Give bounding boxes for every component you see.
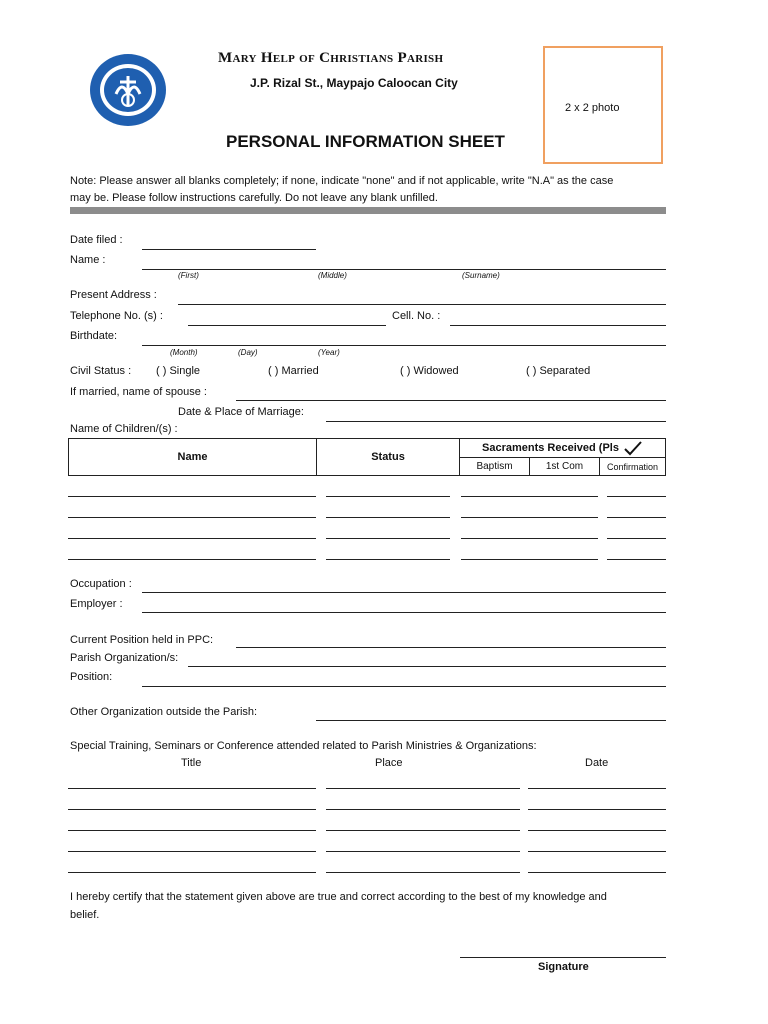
training-row-blank[interactable] [68,851,316,852]
certification-line-1: I hereby certify that the statement given above are true and correct according to the best of my knowledge and [70,891,607,903]
employer-label: Employer : [70,598,123,610]
first-com-text: 1st Com [545,461,584,472]
present-address-field[interactable] [178,304,666,305]
training-date-header: Date [585,757,609,769]
training-title-header: Title [181,757,202,769]
cell-field[interactable] [450,325,666,326]
child-row-blank[interactable] [607,559,666,560]
child-row-blank[interactable] [68,538,316,539]
training-row-blank[interactable] [326,809,520,810]
baptism-header [459,457,530,476]
note-line-2: may be. Please follow instructions carefully. Do not leave any blank unfilled. [70,192,438,204]
parish-logo [88,52,168,128]
occupation-field[interactable] [142,592,666,593]
name-header-text: Name [177,451,208,463]
other-org-label: Other Organization outside the Parish: [70,706,258,718]
signature-field[interactable] [460,957,666,958]
position-field[interactable] [142,686,666,687]
confirmation-header [599,457,666,476]
photo-label: 2 x 2 photo [565,102,620,114]
training-row-blank[interactable] [528,830,666,831]
section-divider [70,207,666,214]
status-header-text: Status [371,451,405,463]
baptism-text: Baptism [476,461,513,472]
sacraments-header [459,438,666,458]
first-hint: (First) [178,271,199,280]
birthdate-label: Birthdate: [70,330,118,342]
occupation-label: Occupation : [70,578,132,590]
single-option[interactable]: ( ) Single [156,365,201,377]
training-row-blank[interactable] [528,851,666,852]
child-row-blank[interactable] [326,517,450,518]
parish-address: J.P. Rizal St., Maypajo Caloocan City [250,76,458,90]
position-label: Position: [70,671,113,683]
child-row-blank[interactable] [68,517,316,518]
training-row-blank[interactable] [326,788,520,789]
child-row-blank[interactable] [326,559,450,560]
photo-box[interactable] [543,46,663,164]
present-address-label: Present Address : [70,289,157,301]
spouse-label: If married, name of spouse : [70,386,207,398]
child-row-blank[interactable] [607,496,666,497]
surname-hint: (Surname) [462,271,500,280]
name-field[interactable] [142,269,666,270]
date-filed-label: Date filed : [70,234,123,246]
parish-name: Mary Help of Christians Parish [218,50,444,66]
birthdate-field[interactable] [142,345,666,346]
child-row-blank[interactable] [607,538,666,539]
day-hint: (Day) [238,348,258,357]
child-row-blank[interactable] [461,517,598,518]
married-option[interactable]: ( ) Married [268,365,319,377]
child-row-blank[interactable] [607,517,666,518]
child-row-blank[interactable] [326,496,450,497]
month-hint: (Month) [170,348,198,357]
training-place-header: Place [375,757,403,769]
training-heading: Special Training, Seminars or Conference attended related to Parish Ministries & Organizations: [70,740,537,752]
signature-label: Signature [538,961,589,973]
children-name-header [68,438,317,476]
cell-label: Cell. No. : [392,310,441,322]
children-status-header [316,438,460,476]
child-row-blank[interactable] [68,496,316,497]
note-line-1: Note: Please answer all blanks completely; if none, indicate "none" and if not applicable, write "N.A" as the case [70,175,614,187]
checkmark-icon [623,440,643,456]
training-row-blank[interactable] [326,872,520,873]
spouse-field[interactable] [236,400,666,401]
civil-status-label: Civil Status : [70,365,132,377]
training-row-blank[interactable] [326,830,520,831]
telephone-field[interactable] [188,325,386,326]
telephone-label: Telephone No. (s) : [70,310,163,322]
parish-org-label: Parish Organization/s: [70,652,179,664]
child-row-blank[interactable] [326,538,450,539]
date-filed-field[interactable] [142,249,316,250]
parish-seal-icon [88,52,168,128]
training-row-blank[interactable] [528,872,666,873]
marriage-label: Date & Place of Marriage: [178,406,304,418]
certification-line-2: belief. [70,909,100,921]
other-org-field[interactable] [316,720,666,721]
confirmation-text: Confirmation [606,461,659,472]
marriage-field[interactable] [326,421,666,422]
employer-field[interactable] [142,612,666,613]
parish-org-field[interactable] [188,666,666,667]
name-label: Name : [70,254,106,266]
child-row-blank[interactable] [461,559,598,560]
page-title: PERSONAL INFORMATION SHEET [226,132,505,151]
sacraments-header-text: Sacraments Received (Pls [482,442,619,454]
separated-option[interactable]: ( ) Separated [526,365,591,377]
training-row-blank[interactable] [326,851,520,852]
training-row-blank[interactable] [68,830,316,831]
middle-hint: (Middle) [318,271,347,280]
widowed-option[interactable]: ( ) Widowed [400,365,459,377]
training-row-blank[interactable] [528,788,666,789]
ppc-position-label: Current Position held in PPC: [70,634,214,646]
first-com-header [529,457,600,476]
child-row-blank[interactable] [461,538,598,539]
training-row-blank[interactable] [68,788,316,789]
training-row-blank[interactable] [68,809,316,810]
child-row-blank[interactable] [461,496,598,497]
training-row-blank[interactable] [528,809,666,810]
children-label: Name of Children/(s) : [70,423,178,435]
ppc-position-field[interactable] [236,647,666,648]
training-row-blank[interactable] [68,872,316,873]
year-hint: (Year) [318,348,340,357]
child-row-blank[interactable] [68,559,316,560]
